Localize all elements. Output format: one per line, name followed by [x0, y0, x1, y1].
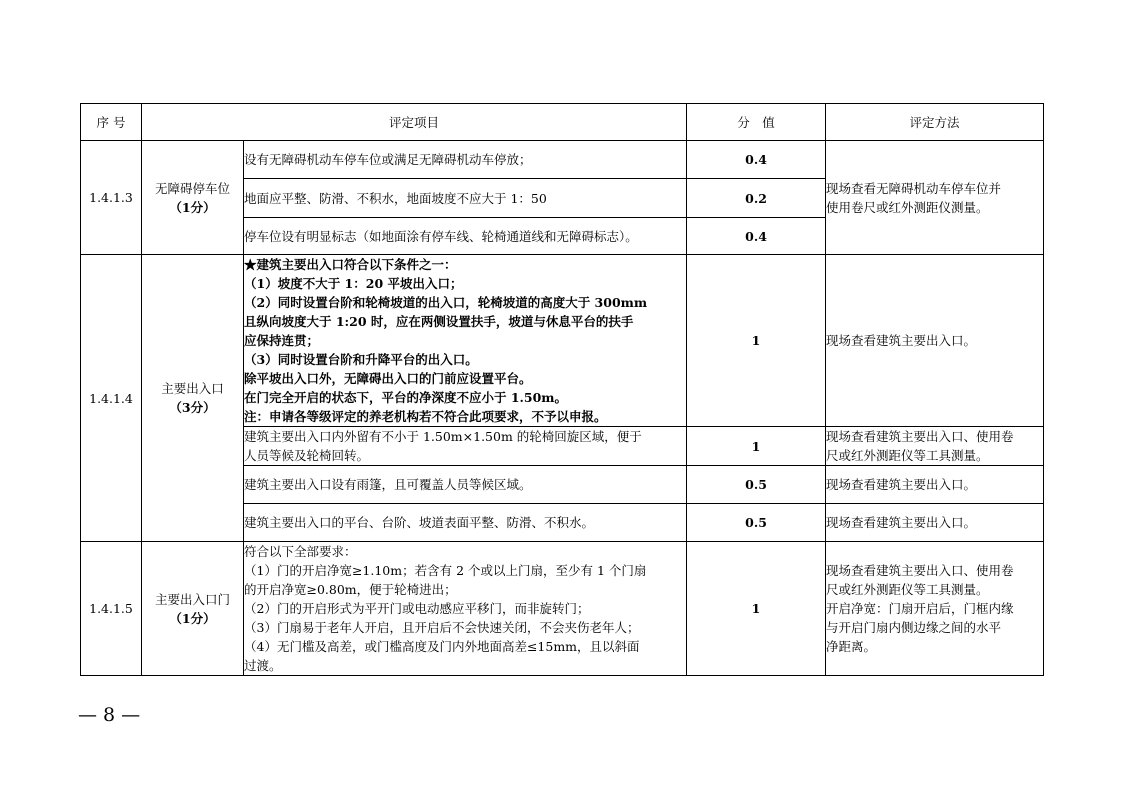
seq-cell: 1.4.1.4: [81, 255, 142, 542]
method-cell: [826, 466, 1044, 504]
item-text: （2）门的开启形式为平开门或电动感应平移门，而非旋转门；: [244, 601, 590, 616]
score-cell: 0.4: [687, 218, 826, 255]
item-cell: [244, 255, 687, 427]
item-cell: [244, 141, 687, 179]
category-subscore: （1分）: [169, 610, 216, 626]
page-number: — 8 —: [78, 704, 141, 726]
item-text: ★建筑主要出入口符合以下条件之一：: [244, 257, 457, 272]
category-name: 主要出入口: [161, 381, 224, 396]
item-text: 设有无障碍机动车停车位或满足无障碍机动车停放；: [244, 152, 532, 167]
item-cell: [244, 218, 687, 255]
header-seq: 序 号: [81, 104, 142, 141]
category-name: 无障碍停车位: [154, 180, 230, 196]
method-text: 尺或红外测距仪等工具测量。: [826, 448, 989, 463]
score-cell: 0.4: [687, 141, 826, 179]
category-name: 主要出入口门: [154, 591, 230, 607]
item-text: 在门完全开启的状态下，平台的净深度不应小于 1.50m。: [244, 390, 568, 405]
method-cell: [826, 504, 1044, 542]
item-text: 停车位设有明显标志（如地面涂有停车线、轮椅通道线和无障碍标志）。: [244, 228, 638, 244]
item-text: 地面应平整、防滑、不积水，地面坡度不应大于 1：50: [244, 190, 547, 206]
method-cell: [826, 255, 1044, 427]
score-cell: 0.2: [687, 179, 826, 218]
table-row: [81, 255, 1044, 427]
item-cell: [244, 504, 687, 542]
item-text: （4）无门槛及高差，或门槛高度及门内外地面高差≤15mm，且以斜面: [244, 639, 640, 654]
method-text: 现场查看建筑主要出入口、使用卷: [826, 563, 1014, 578]
score-cell: 0.5: [687, 504, 826, 542]
item-cell: [244, 427, 687, 466]
method-text: 净距离。: [826, 639, 877, 654]
method-cell: [826, 427, 1044, 466]
category-subscore: （1分）: [169, 199, 216, 215]
table-row: [81, 141, 1044, 179]
method-text: 开启净宽：门扇开启后，门框内缘: [826, 601, 1014, 616]
item-text: （1）门的开启净宽≥1.10m；若含有 2 个或以上门扇，至少有 1 个门扇: [244, 563, 647, 578]
item-text: 注：申请各等级评定的养老机构若不符合此项要求，不予以申报。: [244, 409, 607, 424]
category-cell: [142, 141, 244, 255]
item-text: 人员等候及轮椅回转。: [244, 448, 370, 463]
method-cell: [826, 141, 1044, 255]
header-item: 评定项目: [142, 104, 687, 141]
item-text: 除平坡出入口外，无障碍出入口的门前应设置平台。: [244, 371, 532, 386]
item-text: 应保持连贯；: [244, 333, 320, 348]
header-method: 评定方法: [826, 104, 1044, 141]
item-text: 过渡。: [244, 658, 282, 673]
item-cell: [244, 542, 687, 676]
method-cell: [826, 542, 1044, 676]
item-text: 且纵向坡度大于 1:20 时，应在两侧设置扶手，坡道与休息平台的扶手: [244, 314, 634, 329]
method-text: 尺或红外测距仪等工具测量。: [826, 582, 989, 597]
item-text: （1）坡度不大于 1：20 平坡出入口；: [244, 276, 463, 291]
item-text: 建筑主要出入口的平台、台阶、坡道表面平整、防滑、不积水。: [244, 515, 595, 530]
category-subscore: （3分）: [169, 400, 216, 415]
seq-cell: 1.4.1.5: [81, 542, 142, 676]
table-row: [81, 542, 1044, 676]
method-text: 现场查看无障碍机动车停车位并: [826, 180, 1002, 196]
item-cell: [244, 466, 687, 504]
score-cell: 0.5: [687, 466, 826, 504]
category-cell: [142, 542, 244, 676]
item-text: 建筑主要出入口内外留有不小于 1.50m×1.50m 的轮椅回旋区域，便于: [244, 429, 642, 444]
category-cell: [142, 255, 244, 542]
score-cell: 1: [687, 542, 826, 676]
header-score: 分 值: [687, 104, 826, 141]
table-header-row: [81, 104, 1044, 141]
method-text: 现场查看建筑主要出入口。: [826, 477, 977, 492]
evaluation-table: [80, 103, 1044, 676]
method-text: 与开启门扇内侧边缘之间的水平: [826, 620, 1002, 635]
method-text: 现场查看建筑主要出入口。: [826, 515, 977, 530]
seq-cell: 1.4.1.3: [81, 141, 142, 255]
method-text: 使用卷尺或红外测距仪测量。: [826, 199, 989, 215]
score-cell: 1: [687, 255, 826, 427]
item-text: （3）同时设置台阶和升降平台的出入口。: [244, 352, 478, 367]
item-cell: [244, 179, 687, 218]
method-text: 现场查看建筑主要出入口、使用卷: [826, 429, 1014, 444]
item-text: 符合以下全部要求：: [244, 544, 357, 559]
item-text: （2）同时设置台阶和轮椅坡道的出入口，轮椅坡道的高度大于 300mm: [244, 295, 648, 310]
score-cell: 1: [687, 427, 826, 466]
item-text: 建筑主要出入口设有雨篷，且可覆盖人员等候区域。: [244, 477, 532, 492]
item-text: 的开启净宽≥0.80m，便于轮椅进出；: [244, 582, 457, 597]
method-text: 现场查看建筑主要出入口。: [826, 333, 977, 348]
item-text: （3）门扇易于老年人开启，且开启后不会快速关闭，不会夹伤老年人；: [244, 620, 640, 635]
